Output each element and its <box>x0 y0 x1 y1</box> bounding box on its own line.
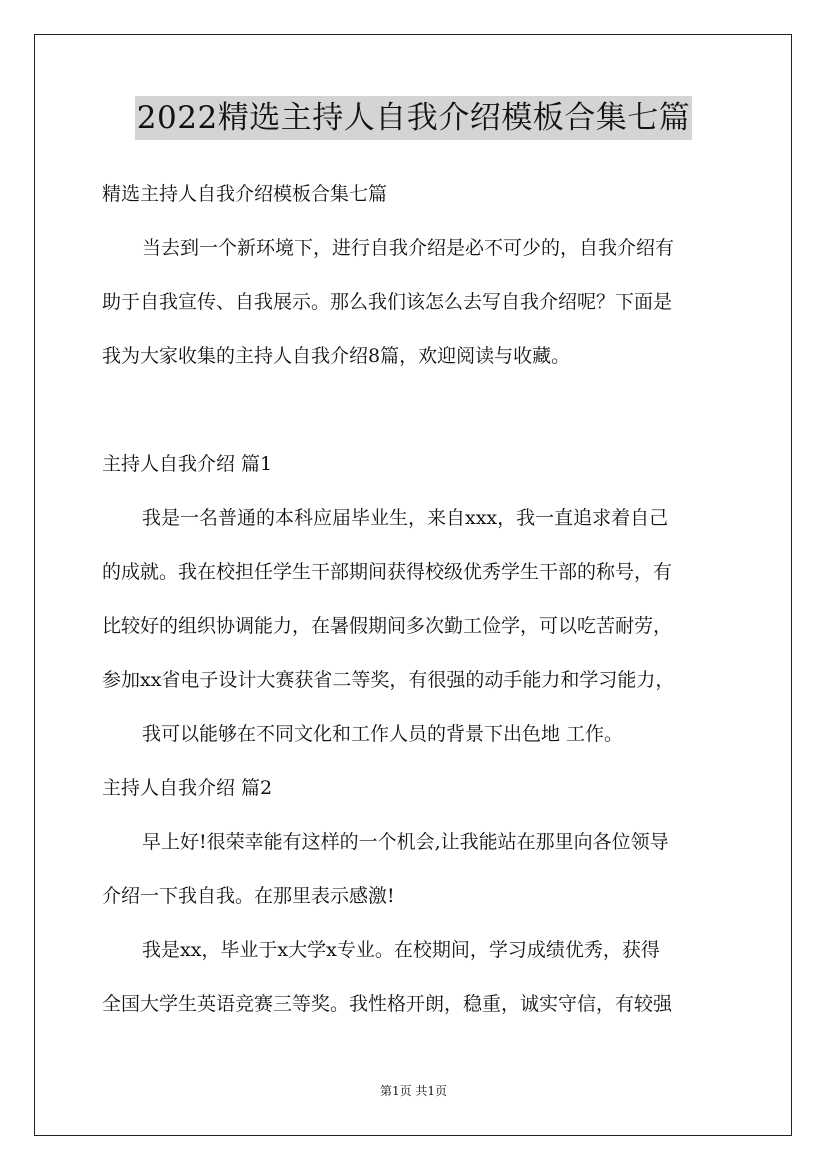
paragraph-line: 我是一名普通的本科应届毕业生，来自xxx，我一直追求着自己 <box>142 507 669 529</box>
paragraph-line: 比较好的组织协调能力，在暑假期间多次勤工俭学，可以吃苦耐劳， <box>102 615 673 637</box>
subtitle: 精选主持人自我介绍模板合集七篇 <box>102 183 388 205</box>
page-footer: 第1页 共1页 <box>379 1084 448 1098</box>
paragraph-line: 早上好!很荣幸能有这样的一个机会,让我能站在那里向各位领导 <box>142 831 669 853</box>
section-heading-2: 主持人自我介绍 篇2 <box>102 777 273 799</box>
paragraph-line: 参加xx省电子设计大赛获省二等奖，有很强的动手能力和学习能力， <box>102 669 675 691</box>
paragraph-line: 的成就。我在校担任学生干部期间获得校级优秀学生干部的称号，有 <box>102 561 673 583</box>
paragraph-line: 当去到一个新环境下，进行自我介绍是必不可少的，自我介绍有 <box>142 237 675 259</box>
paragraph-line: 全国大学生英语竞赛三等奖。我性格开朗，稳重，诚实守信，有较强 <box>102 993 673 1015</box>
paragraph-line: 介绍一下我自我。在那里表示感激! <box>102 885 395 907</box>
paragraph-line: 我为大家收集的主持人自我介绍8篇，欢迎阅读与收藏。 <box>102 345 571 367</box>
paragraph-line: 我是xx，毕业于x大学x专业。在校期间，学习成绩优秀，获得 <box>142 939 660 961</box>
section-heading-1: 主持人自我介绍 篇1 <box>102 453 273 475</box>
title-wrap <box>0 96 827 140</box>
paragraph-line: 助于自我宣传、自我展示。那么我们该怎么去写自我介绍呢？下面是 <box>102 291 673 313</box>
paragraph-line: 我可以能够在不同文化和工作人员的背景下出色地 工作。 <box>142 723 624 745</box>
document-title: 2022精选主持人自我介绍模板合集七篇 <box>135 96 692 140</box>
